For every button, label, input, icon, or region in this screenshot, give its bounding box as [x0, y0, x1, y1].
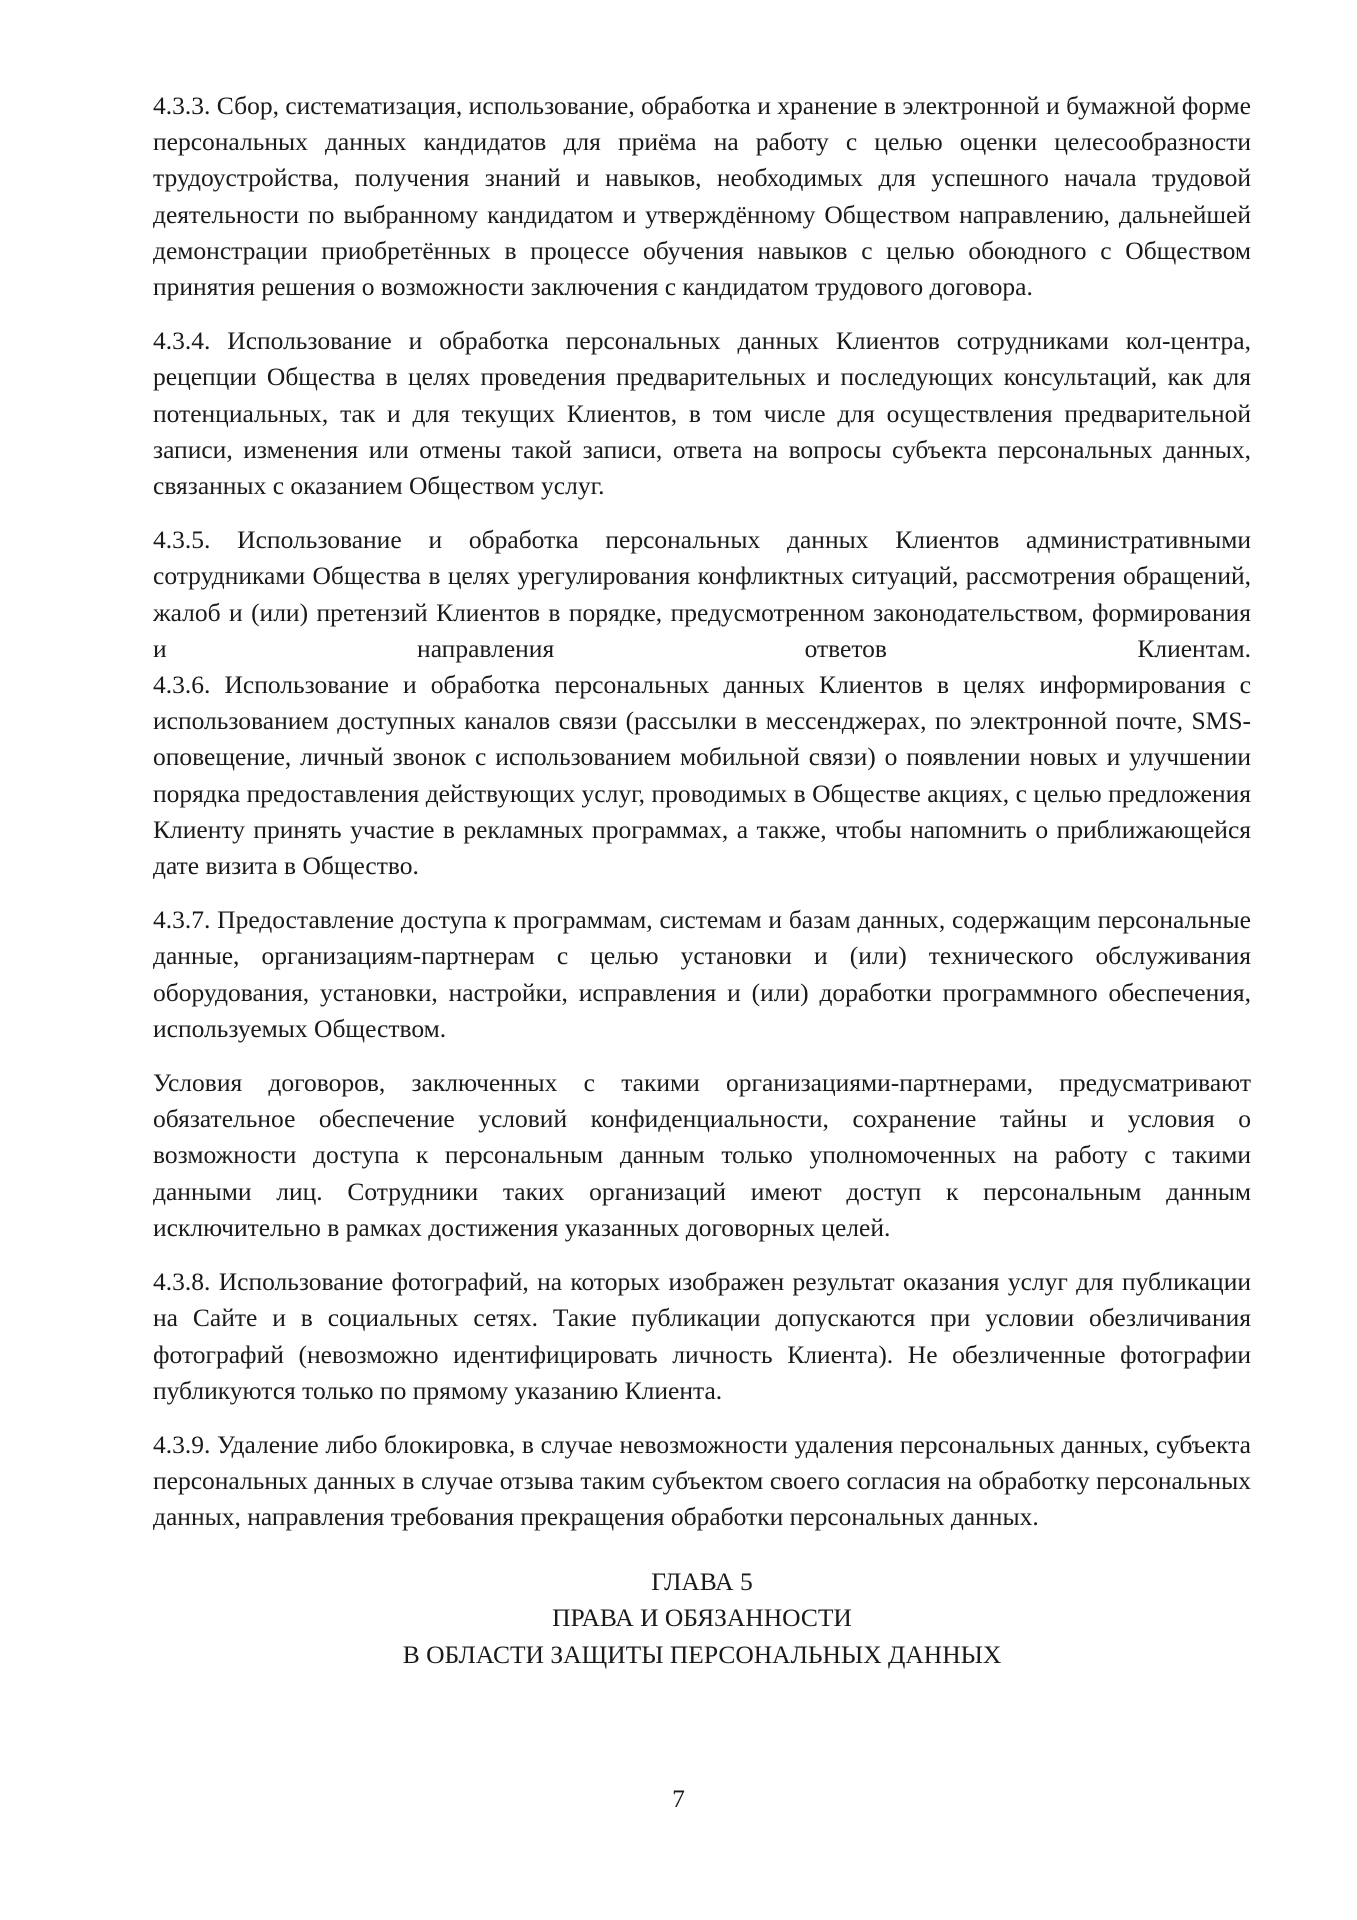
- paragraph-4-3-3: 4.3.3. Сбор, систематизация, использование, обработка и хранение в электронной и бумажной форме персональных данных кандидатов для приёма на работу с целью оценки целесообразности трудоустройства, получения знаний и навыков, необходимых для успешного начала трудовой деятельности по выбранному кандидатом и утверждённому Обществом направлению, дальнейшей демонстрации приобретённых в процессе обучения навыков с целью обоюдного с Обществом принятия решения о возможности заключения с кандидатом трудового договора.: [153, 91, 1251, 302]
- paragraph-4-3-9: 4.3.9. Удаление либо блокировка, в случае невозможности удаления персональных данных, субъекта персональных данных в случае отзыва таким субъектом своего согласия на обработку персональных данных, направления требования прекращения обработки персональных данных.: [153, 1429, 1251, 1532]
- page-content: [153, 88, 1251, 1673]
- paragraph-4-3-8: 4.3.8. Использование фотографий, на которых изображен результат оказания услуг для публикации на Сайте и в социальных сетях. Такие публикации допускаются при условии обезличивания фотографий (невозможно идентифицировать личность Клиента). Не обезличенные фотографии публикуются только по прямому указанию Клиента.: [153, 1267, 1251, 1405]
- chapter-title-line-1: ПРАВА И ОБЯЗАННОСТИ: [552, 1603, 852, 1633]
- page-number: 7: [672, 1784, 685, 1813]
- chapter-number: ГЛАВА 5: [651, 1566, 753, 1596]
- chapter-title-line-2: В ОБЛАСТИ ЗАЩИТЫ ПЕРСОНАЛЬНЫХ ДАННЫХ: [402, 1639, 1002, 1669]
- paragraph-4-3-7: 4.3.7. Предоставление доступа к программам, системам и базам данных, содержащим персональные данные, организациям-партнерам с целью установки и (или) технического обслуживания оборудования, установки, настройки, исправления и (или) доработки программного обеспечения, используемых Обществом.: [153, 905, 1251, 1043]
- paragraph-conditions: Условия договоров, заключенных с такими организациями-партнерами, предусматривают обязательное обеспечение условий конфиденциальности, сохранение тайны и условия о возможности доступа к персональным данным только уполномоченных на работу с такими данными лиц. Сотрудники таких организаций имеют доступ к персональным данным исключительно в рамках достижения указанных договорных целей.: [153, 1068, 1251, 1242]
- chapter-heading: [153, 1564, 1251, 1674]
- paragraph-4-3-6: 4.3.6. Использование и обработка персональных данных Клиентов в целях информирования с использованием доступных каналов связи (рассылки в мессенджерах, по электронной почте, SMS-оповещение, личный звонок с использованием мобильной связи) о появлении новых и улучшении порядка предоставления действующих услуг, проводимых в Обществе акциях, с целью предложения Клиенту принять участие в рекламных программах, а также, чтобы напомнить о приближающейся дате визита в Общество.: [153, 670, 1251, 881]
- paragraph-4-3-5: 4.3.5. Использование и обработка персональных данных Клиентов административными сотрудниками Общества в целях урегулирования конфликтных ситуаций, рассмотрения обращений, жалоб и (или) претензий Клиентов в порядке, предусмотренном законодательством, формирования и направления ответов Клиентам.: [153, 525, 1251, 663]
- paragraph-4-3-4: 4.3.4. Использование и обработка персональных данных Клиентов сотрудниками кол-центра, рецепции Общества в целях проведения предварительных и последующих консультаций, как для потенциальных, так и для текущих Клиентов, в том числе для осуществления предварительной записи, изменения или отмены такой записи, ответа на вопросы субъекта персональных данных, связанных с оказанием Обществом услуг.: [153, 326, 1251, 501]
